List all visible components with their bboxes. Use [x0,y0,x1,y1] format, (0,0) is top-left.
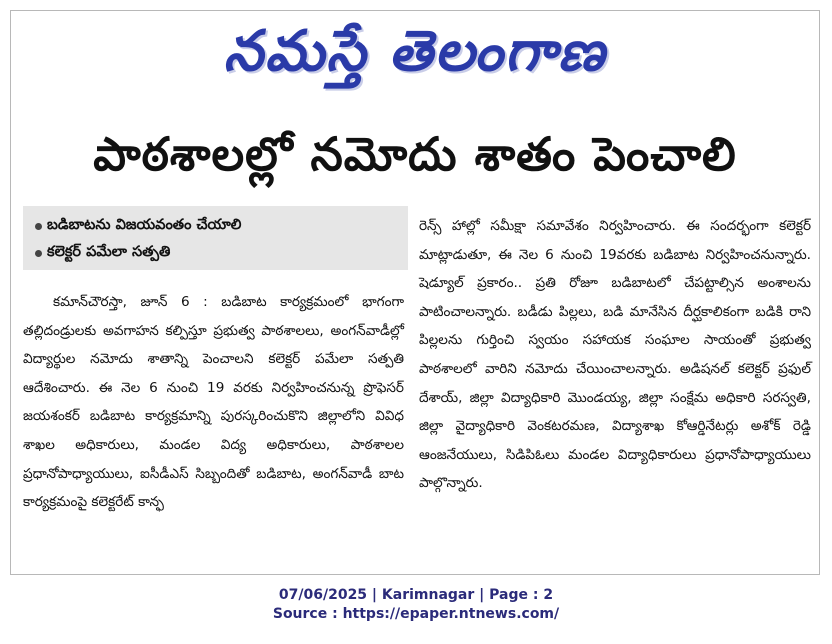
highlight-item: బడిబాటను విజయవంతం చేయాలి [47,212,400,239]
article-headline: పాఠశాలల్లో నమోదు శాతం పెంచాలి [93,127,737,181]
article-body-left: కమాన్‌చౌరస్తా, జూన్ 6 : బడిబాట కార్యక్రమంలో భాగంగా తల్లిదండ్రులకు అవగాహన కల్పిస్తూ ప్రభుత్వ పాఠశాలలు, అంగన్‌వాడీల్లో విద్యార్థుల నమోదు శాతాన్ని పెంచాలని కలెక్టర్ పమేలా సత్పతి ఆదేశించారు. ఈ నెల 6 నుంచి 19 వరకు నిర్వహించనున్న ప్రొఫెసర్ జయశంకర్ బడిబాట కార్యక్రమాన్ని పురస్కరించుకొని జిల్లాలోని వివిధ శాఖల అధికారులు, మండల విద్య అధికారులు, పాఠశాలల ప్రధానోపాధ్యాయులు, ఐసీడీఎస్ సిబ్బందితో బడిబాట, అంగన్‌వాడీ బాట కార్యక్రమంపై కలెక్టరేట్ కాన్ఫ [23,294,404,511]
masthead-logo: నమస్తే తెలంగాణ [223,19,607,84]
article-column-right [419,212,811,498]
article-body-right: రెన్స్ హాల్లో సమీక్షా సమావేశం నిర్వహించారు. ఈ సందర్భంగా కలెక్టర్ మాట్లాడుతూ, ఈ నెల 6 నుంచి 19వరకు బడిబాట నిర్వహించనున్నారు. షెడ్యూల్ ప్రకారం.. ప్రతి రోజూ బడిబాటలో చేపట్టాల్సిన అంశాలను పాటించాలన్నారు. బడీడు పిల్లలు, బడి మానేసిన దీర్ఘకాలికంగా బడికి రాని పిల్లలను గుర్తించి స్వయం సహాయక సంఘాల సాయంతో ప్రభుత్వ పాఠశాలలో వారిని నమోదు చేయించాలన్నారు. అడిషనల్ కలెక్టర్ ప్రఫుల్ దేశాయ్, జిల్లా విద్యాధికారి మొండయ్య, జిల్లా సంక్షేమ అధికారి సరస్వతి, జిల్లా వైద్యాధికారి వెంకటరమణ, విద్యాశాఖ కోఆర్డినేటర్లు అశోక్ రెడ్డి ఆంజనేయులు, సిడిపిఓలు మండల విద్యాధికారులు ప్రధానోపాధ్యాయులు పాల్గొన్నారు. [419,218,811,492]
footer-date-edition: 07/06/2025 | Karimnagar | Page : 2 [278,587,554,603]
source-footer [0,586,832,624]
footer-source-link: Source : https://epaper.ntnews.com/ [272,606,560,622]
highlight-item: కలెక్టర్ పమేలా సత్పతి [47,239,400,266]
newspaper-clipping [10,10,820,575]
article-column-left [23,206,408,517]
highlights-box [23,206,408,270]
